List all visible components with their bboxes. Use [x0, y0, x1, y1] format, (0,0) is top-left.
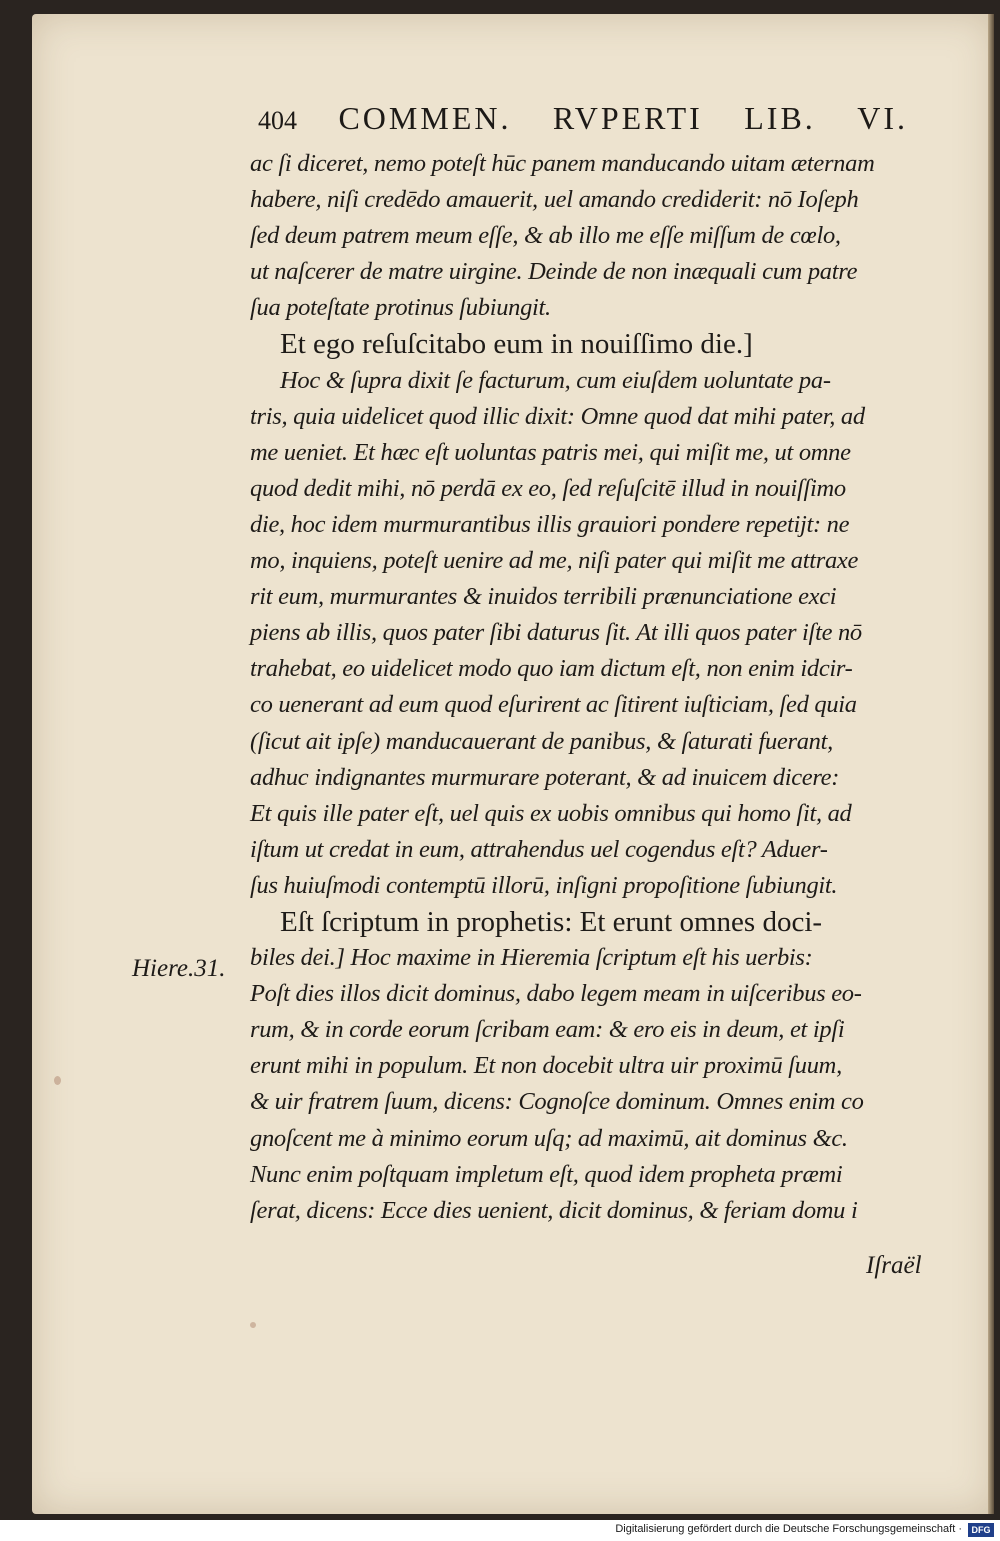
dfg-logo: DFG [968, 1523, 994, 1537]
text-line: Hoc & ſupra dixit ſe facturum, cum eiuſdem uoluntate pa- [280, 366, 831, 394]
text-line: Nunc enim poſtquam impletum eſt, quod idem propheta præmi [250, 1160, 843, 1188]
running-head-title: COMMEN. [338, 100, 512, 136]
text-line: ac ſi diceret, nemo poteſt hūc panem manducando uitam æternam [250, 150, 875, 177]
text-line: me ueniet. Et hæc eſt uoluntas patris mei, qui miſit me, ut omne [250, 438, 851, 466]
text-line: tris, quia uidelicet quod illic dixit: Omne quod dat mihi pater, ad [250, 402, 865, 430]
text-line: piens ab illis, quos pater ſibi daturus ſit. At illi quos pater iſte nō [250, 619, 862, 647]
footer-credit: Digitalisierung gefördert durch die Deutsche Forschungsgemeinschaft · [615, 1523, 962, 1535]
text-line: habere, niſi credēdo amauerit, uel amando crediderit: nō Ioſeph [250, 186, 859, 214]
text-line: trahebat, eo uidelicet modo quo iam dictum eſt, non enim idcir- [250, 655, 853, 683]
folio-number: 404 [258, 106, 297, 135]
lemma-line: Et ego reſuſcitabo eum in nouiſſimo die.] [280, 328, 753, 361]
text-line: rum, & in corde eorum ſcribam eam: & ero eis in deum, et ipſi [250, 1016, 845, 1044]
text-line: die, hoc idem murmurantibus illis grauiori pondere repetijt: ne [250, 510, 850, 538]
text-line: Et quis ille pater eſt, uel quis ex uobis omnibus qui homo ſit, ad [250, 799, 852, 827]
marginal-note: Hiere.31. [132, 955, 226, 982]
text-line: biles dei.] Hoc maxime in Hieremia ſcriptum eſt his uerbis: [250, 944, 813, 972]
main-text [250, 146, 940, 1229]
text-line: adhuc indignantes murmurare poterant, & ad inuicem dicere: [250, 763, 840, 791]
lemma-line: Eſt ſcriptum in prophetis: Et erunt omnes doci- [280, 905, 823, 938]
ink-stain [250, 1322, 256, 1328]
text-line: ut naſcerer de matre uirgine. Deinde de non inæquali cum patre [250, 258, 858, 286]
text-line: gnoſcent me à minimo eorum uſq; ad maximū, ait dominus &c. [250, 1124, 848, 1152]
running-head-book-number: VI. [857, 100, 908, 136]
text-line: ſerat, dicens: Ecce dies uenient, dicit dominus, & feriam domu i [250, 1196, 858, 1224]
text-line: ſua poteſtate protinus ſubiungit. [250, 294, 551, 322]
text-line: Poſt dies illos dicit dominus, dabo legem meam in uiſceribus eo- [250, 980, 862, 1008]
ink-stain [54, 1076, 61, 1085]
catchword: Iſraël [866, 1252, 922, 1279]
text-line: ſus huiuſmodi contemptū illorū, inſigni propoſitione ſubiungit. [250, 871, 838, 899]
running-head-book: LIB. [744, 100, 816, 136]
text-line: ſed deum patrem meum eſſe, & ab illo me eſſe miſſum de cœlo, [250, 222, 841, 250]
text-line: erunt mihi in populum. Et non docebit ultra uir proximū ſuum, [250, 1052, 842, 1080]
text-line: co uenerant ad eum quod eſurirent ac ſitirent iuſticiam, ſed quia [250, 691, 857, 719]
footer-bar [0, 1520, 1000, 1541]
text-line: rit eum, murmurantes & inuidos terribili prænunciatione exci [250, 583, 837, 611]
text-line: iſtum ut credat in eum, attrahendus uel cogendus eſt? Aduer- [250, 835, 828, 863]
text-line: & uir fratrem ſuum, dicens: Cognoſce dominum. Omnes enim co [250, 1088, 864, 1116]
page-gutter [988, 14, 994, 1514]
text-line: mo, inquiens, poteſt uenire ad me, niſi pater qui miſit me attraxe [250, 547, 859, 575]
running-head [258, 100, 908, 137]
text-line: quod dedit mihi, nō perdā ex eo, ſed reſuſcitē illud in nouiſſimo [250, 474, 846, 502]
running-head-author: RVPERTI [552, 100, 703, 136]
text-line: (ſicut ait ipſe) manducauerant de panibus, & ſaturati fuerant, [250, 727, 833, 755]
